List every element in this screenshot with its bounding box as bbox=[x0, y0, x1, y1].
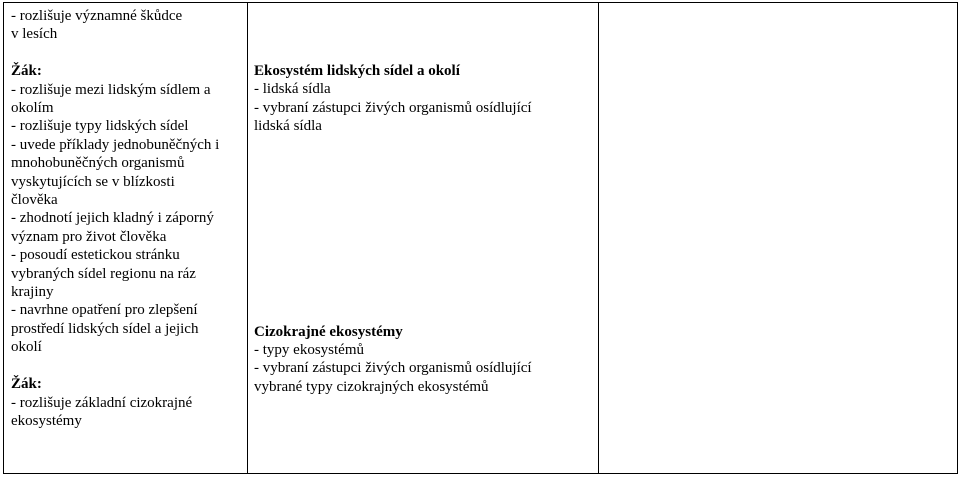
topic-line: - vybraní zástupci živých organismů osídlující bbox=[254, 360, 532, 377]
topic-heading: Cizokrajné ekosystémy bbox=[254, 323, 403, 340]
topic-line: - lidská sídla bbox=[254, 81, 331, 98]
curriculum-table bbox=[3, 2, 958, 474]
spacer bbox=[254, 136, 598, 323]
topic-line: vybrané typy cizokrajných ekosystémů bbox=[254, 378, 489, 395]
intro-line: - rozlišuje významné škůdce bbox=[11, 8, 183, 24]
outcome-line: - rozlišuje mezi lidským sídlem a bbox=[11, 81, 211, 98]
outcome-line: mnohobuněčných organismů bbox=[11, 155, 185, 172]
table-row bbox=[4, 3, 958, 474]
outcome-line: vybraných sídel regionu na ráz bbox=[11, 265, 196, 282]
outcome-line: okolím bbox=[11, 100, 54, 117]
topic-heading: Ekosystém lidských sídel a okolí bbox=[254, 63, 460, 79]
outcome-line: vyskytujících se v blízkosti bbox=[11, 173, 175, 190]
topic-line: - vybraní zástupci živých organismů osídlující bbox=[254, 99, 532, 116]
outcome-line: - uvede příklady jednobuněčných i bbox=[11, 136, 220, 153]
pupil-heading: Žák: bbox=[11, 63, 42, 80]
outcome-line: - rozlišuje základní cizokrajné bbox=[11, 394, 193, 411]
intro-line: v lesích bbox=[11, 26, 58, 43]
pupil-heading: Žák: bbox=[11, 376, 42, 393]
outcome-line: prostředí lidských sídel a jejich bbox=[11, 320, 199, 337]
topics-cell bbox=[248, 3, 599, 474]
outcome-line: - rozlišuje typy lidských sídel bbox=[11, 118, 189, 135]
topics-content bbox=[248, 3, 598, 396]
spacer bbox=[11, 44, 247, 62]
outcome-line: - navrhne opatření pro zlepšení bbox=[11, 302, 198, 319]
outcome-line: - zhodnotí jejich kladný i záporný bbox=[11, 210, 214, 227]
outcome-line: ekosystémy bbox=[11, 412, 82, 429]
topic-line: - typy ekosystémů bbox=[254, 342, 364, 359]
outcomes-cell bbox=[4, 3, 248, 474]
notes-cell bbox=[599, 3, 958, 474]
outcome-line: člověka bbox=[11, 192, 58, 209]
outcome-line: - posoudí estetickou stránku bbox=[11, 247, 180, 264]
outcome-line: okolí bbox=[11, 339, 42, 356]
topic-line: lidská sídla bbox=[254, 118, 322, 135]
outcome-line: význam pro život člověka bbox=[11, 228, 167, 245]
outcome-line: krajiny bbox=[11, 284, 54, 301]
spacer bbox=[11, 357, 247, 375]
outcomes-content bbox=[4, 3, 247, 430]
